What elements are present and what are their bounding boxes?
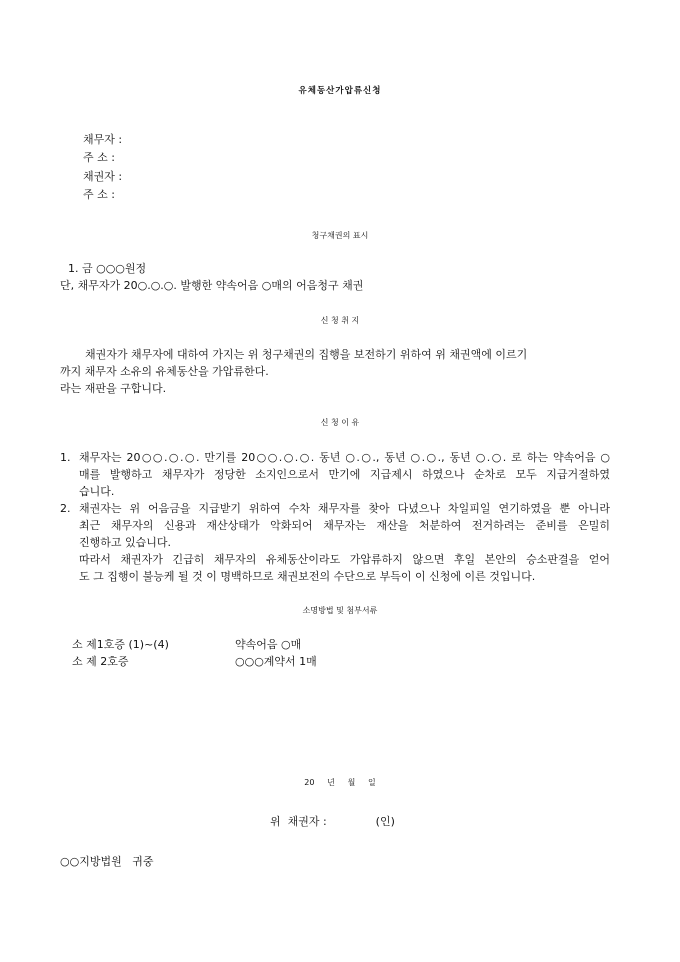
creditor-label: 채권자 :	[83, 170, 123, 183]
evidence-desc-1: 약속어음 ○매	[235, 638, 302, 651]
reason-2-line-3: 진행하고 있습니다.	[79, 536, 172, 549]
claim-amount: 1. 금 ○○○원정	[68, 262, 147, 275]
date-line: 20 년 월 일	[304, 778, 376, 787]
reason-1-number: 1.	[60, 451, 71, 464]
reason-1-line-1: 채무자는 20○○.○.○. 만기를 20○○.○.○. 동년 ○.○., 동년 ○.○., 동년 ○.○. 로 하는 약속어음 ○	[79, 451, 610, 464]
purpose-line-1: 채권자가 채무자에 대하여 가지는 위 청구채권의 집행을 보전하기 위하여 위 채권액에 이르기	[85, 348, 528, 361]
reasons-heading: 신 청 이 유	[320, 418, 360, 427]
purpose-heading: 신 청 취 지	[320, 316, 360, 325]
reason-2-line-2: 최근 채무자의 신용과 재산상태가 악화되어 채무자는 재산을 처분하여 전거하려는 준비를 은밀히	[79, 519, 610, 532]
document-title: 유체동산가압류신청	[298, 86, 382, 96]
debtor-label: 채무자 :	[83, 133, 123, 146]
reason-2-line-1: 채권자는 위 어음금을 지급받기 위하여 수차 채무자를 찾아 다녔으나 차일피일 연기하였을 뿐 아니라	[79, 502, 610, 515]
signature-line: 위 채권자 : (인)	[270, 815, 395, 828]
claim-heading: 청구채권의 표시	[311, 231, 369, 240]
evidence-desc-2: ○○○계약서 1매	[235, 655, 317, 668]
evidence-code-1: 소 제1호증 (1)~(4)	[72, 638, 169, 651]
evidence-code-2: 소 제 2호증	[72, 655, 129, 668]
reason-2-line-5: 도 그 집행이 불능케 될 것 이 명백하므로 채권보전의 수단으로 부득이 이 신청에 이른 것입니다.	[79, 570, 536, 583]
reason-1-line-2: 매를 발행하고 채무자가 정당한 소지인으로서 만기에 지급제시 하였으나 순차로 모두 지급거절하였	[79, 468, 610, 481]
evidence-heading: 소명방법 및 첨부서류	[302, 606, 378, 615]
reason-1-line-3: 습니다.	[79, 485, 115, 498]
reason-2-line-4: 따라서 채권자가 긴급히 채무자의 유체동산이라도 가압류하지 않으면 후일 본안의 승소판결을 얻어	[79, 553, 610, 566]
debtor-address-label: 주 소 :	[83, 151, 115, 164]
reason-2-number: 2.	[60, 502, 71, 515]
purpose-line-2: 까지 채무자 소유의 유체동산을 가압류한다.	[60, 365, 269, 378]
court-addressee: ○○지방법원 귀중	[60, 855, 154, 868]
creditor-address-label: 주 소 :	[83, 188, 115, 201]
purpose-line-3: 라는 재판을 구합니다.	[60, 382, 167, 395]
claim-description: 단, 채무자가 20○.○.○. 발행한 약속어음 ○매의 어음청구 채권	[60, 279, 364, 292]
